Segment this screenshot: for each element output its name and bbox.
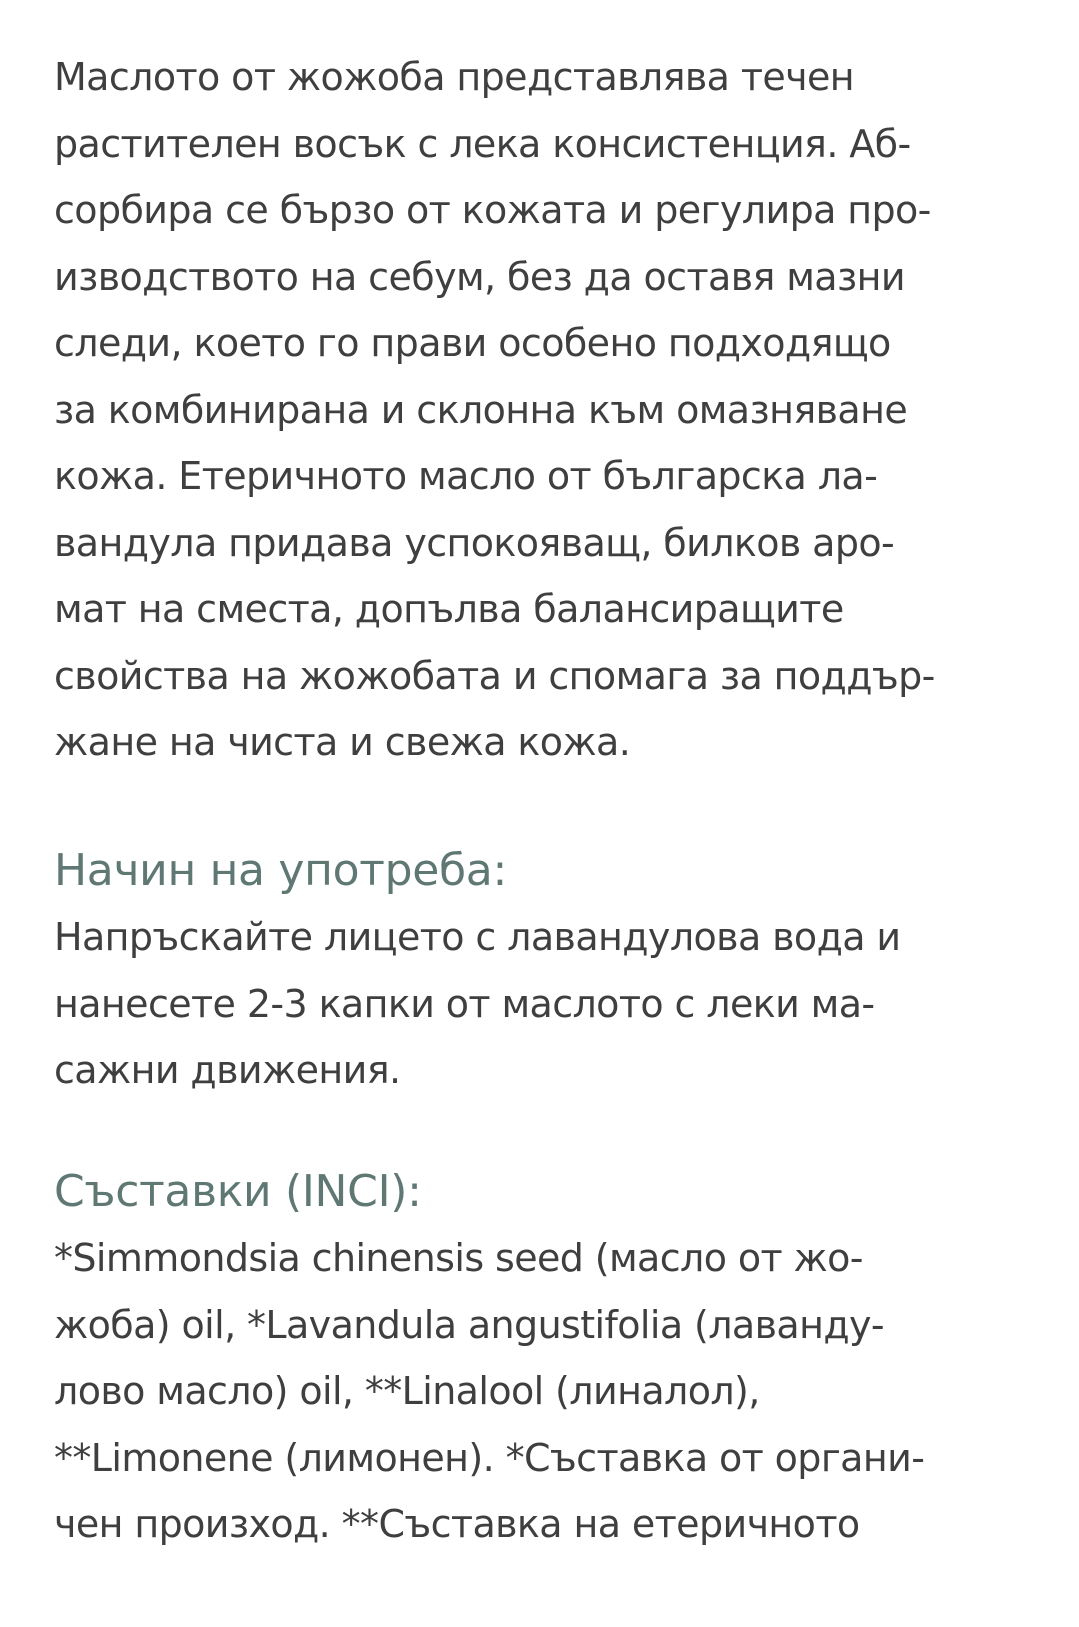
ingredients-line: чен произход. **Съставка на етеричното xyxy=(54,1502,860,1546)
description-line: за комбинирана и склонна към омазняване xyxy=(54,387,908,432)
ingredients-section xyxy=(54,1159,924,1558)
description-line: мат на сместа, допълва балансиращите xyxy=(54,587,844,631)
description-section xyxy=(54,44,935,776)
ingredients-line: *Simmondsia chinensis seed (масло от жо- xyxy=(54,1236,863,1280)
description-line: растителен восък с лека консистенция. Аб- xyxy=(54,121,911,166)
usage-section xyxy=(54,838,901,1104)
description-line: кожа. Етеричното масло от българска ла- xyxy=(54,454,878,498)
description-line: следи, което го прави особено подходящо xyxy=(54,321,891,365)
ingredients-heading: Съставки (INCI): xyxy=(54,1166,422,1217)
ingredients-line: лово масло) oil, **Linalool (линалол), xyxy=(54,1369,760,1413)
description-line: Маслото от жожоба представлява течен xyxy=(54,55,855,99)
ingredients-line: **Limonene (лимонен). *Съставка от органи- xyxy=(54,1435,925,1480)
usage-line: Напръскайте лицето с лавандулова вода и xyxy=(54,915,901,959)
description-line: свойства на жожобата и спомага за поддър- xyxy=(54,653,935,698)
ingredients-line: жоба) oil, *Lavandula angustifolia (лаванду- xyxy=(54,1302,885,1347)
description-line: изводството на себум, без да оставя мазни xyxy=(54,254,905,299)
usage-line: сажни движения. xyxy=(54,1048,401,1092)
usage-heading: Начин на употреба: xyxy=(54,845,507,896)
usage-line: нанесете 2-3 капки от маслото с леки ма- xyxy=(54,981,875,1026)
description-line: вандула придава успокояващ, билков аро- xyxy=(54,520,895,565)
description-line: сорбира се бързо от кожата и регулира про- xyxy=(54,188,931,232)
description-line: жане на чиста и свежа кожа. xyxy=(54,720,631,764)
